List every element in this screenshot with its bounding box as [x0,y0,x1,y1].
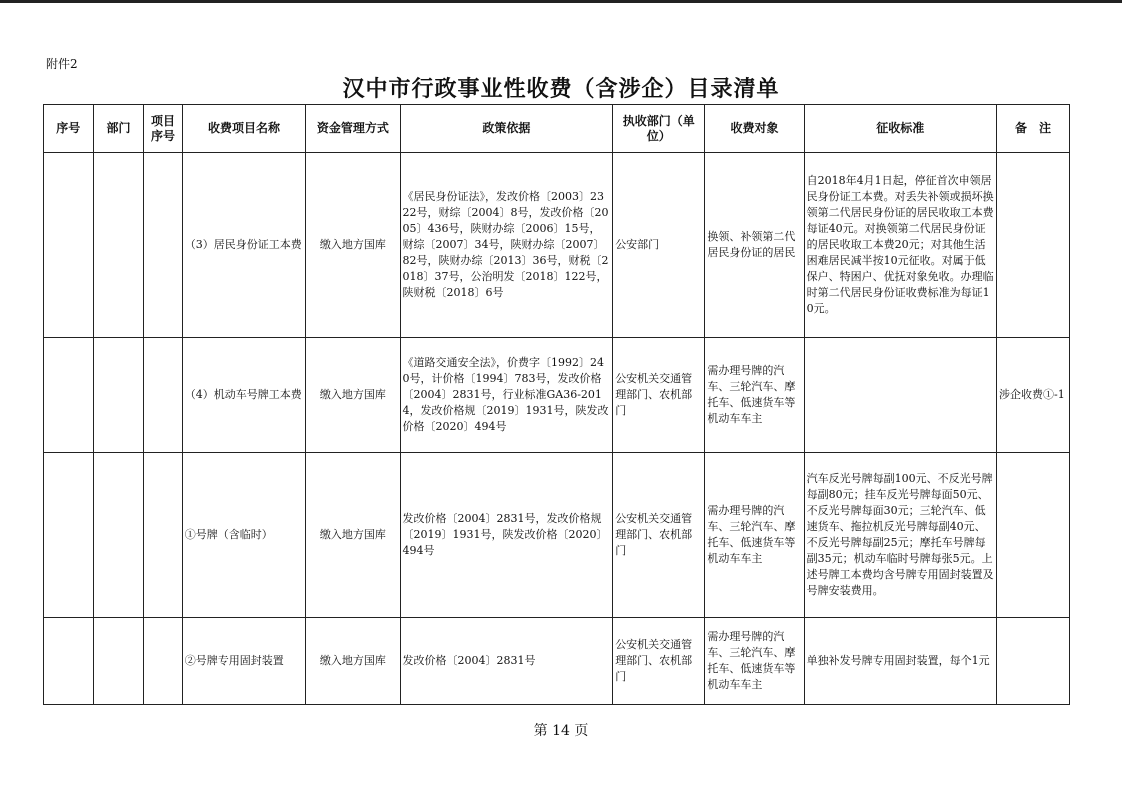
cell-policy-basis: 发改价格〔2004〕2831号 [400,618,613,705]
cell-fee-object: 换领、补领第二代居民身份证的居民 [705,153,804,338]
cell-policy-basis: 《居民身份证法》，发改价格〔2003〕2322号，财综〔2004〕8号，发改价格〔2005〕436号，陕财办综〔2006〕15号，财综〔2007〕34号，陕财办综〔2007〕82号，陕财办综〔2013〕36号，财税〔2018〕37号，公治明发〔2018〕122号，陕财税〔2018〕6号 [400,153,613,338]
table-row [44,338,1070,453]
header-collecting-dept: 执收部门（单位） [613,105,705,153]
cell-fund-mgmt: 缴入地方国库 [306,153,400,338]
cell-fund-mgmt: 缴入地方国库 [306,453,400,618]
cell-collecting-dept: 公安机关交通管理部门、农机部门 [613,338,705,453]
attachment-label: 附件2 [46,57,78,71]
cell-item-seq [144,153,182,338]
cell-remark [997,153,1070,338]
cell-seq [44,153,94,338]
header-fee-name: 收费项目名称 [182,105,306,153]
page-number: 第 14 页 [533,723,589,739]
table-row [44,618,1070,705]
cell-dept [93,338,144,453]
cell-dept [93,453,144,618]
cell-fund-mgmt: 缴入地方国库 [306,338,400,453]
header-fee-object: 收费对象 [705,105,804,153]
cell-policy-basis: 《道路交通安全法》，价费字〔1992〕240号，计价格〔1994〕783号，发改价格〔2004〕2831号，行业标准GA36-2014，发改价格规〔2019〕1931号，陕发改价格〔2020〕494号 [400,338,613,453]
cell-fee-object: 需办理号牌的汽车、三轮汽车、摩托车、低速货车等机动车车主 [705,453,804,618]
cell-fund-mgmt: 缴入地方国库 [306,618,400,705]
header-policy-basis: 政策依据 [400,105,613,153]
cell-remark [997,618,1070,705]
page-title: 汉中市行政事业性收费（含涉企）目录清单 [342,77,780,102]
fee-catalog-table [43,104,1070,705]
header-dept: 部门 [93,105,144,153]
cell-item-seq [144,453,182,618]
cell-standard [804,338,996,453]
cell-collecting-dept: 公安机关交通管理部门、农机部门 [613,618,705,705]
header-item-seq: 项目序号 [144,105,182,153]
cell-dept [93,153,144,338]
cell-policy-basis: 发改价格〔2004〕2831号，发改价格规〔2019〕1931号，陕发改价格〔2020〕494号 [400,453,613,618]
cell-dept [93,618,144,705]
cell-remark [997,453,1070,618]
header-fund-mgmt: 资金管理方式 [306,105,400,153]
cell-item-seq [144,338,182,453]
cell-fee-name: （3）居民身份证工本费 [182,153,306,338]
cell-seq [44,338,94,453]
cell-collecting-dept: 公安部门 [613,153,705,338]
cell-fee-name: ①号牌（含临时） [182,453,306,618]
cell-fee-object: 需办理号牌的汽车、三轮汽车、摩托车、低速货车等机动车车主 [705,618,804,705]
cell-standard: 单独补发号牌专用固封装置，每个1元 [804,618,996,705]
cell-seq [44,618,94,705]
cell-fee-name: （4）机动车号牌工本费 [182,338,306,453]
cell-standard: 汽车反光号牌每副100元、不反光号牌每副80元；挂车反光号牌每面50元、不反光号牌每面30元；三轮汽车、低速货车、拖拉机反光号牌每副40元、不反光号牌每副25元；摩托车号牌每副35元；机动车临时号牌每张5元。上述号牌工本费均含号牌专用固封装置及号牌安装费用。 [804,453,996,618]
cell-standard: 自2018年4月1日起，停征首次申领居民身份证工本费。对丢失补领或损坏换领第二代居民身份证的居民收取工本费每证40元。对换领第二代居民身份证的居民收取工本费20元；对其他生活困难居民减半按10元征收。对属于低保户、特困户、优抚对象免收。办理临时第二代居民身份证收费标准为每证10元。 [804,153,996,338]
cell-collecting-dept: 公安机关交通管理部门、农机部门 [613,453,705,618]
cell-remark: 涉企收费①-1 [997,338,1070,453]
cell-item-seq [144,618,182,705]
header-standard: 征收标准 [804,105,996,153]
header-remark: 备 注 [997,105,1070,153]
top-border-rule [0,0,1122,3]
table-row [44,453,1070,618]
cell-fee-object: 需办理号牌的汽车、三轮汽车、摩托车、低速货车等机动车车主 [705,338,804,453]
header-seq: 序号 [44,105,94,153]
table-header-row [44,105,1070,153]
table-row [44,153,1070,338]
cell-fee-name: ②号牌专用固封装置 [182,618,306,705]
cell-seq [44,453,94,618]
